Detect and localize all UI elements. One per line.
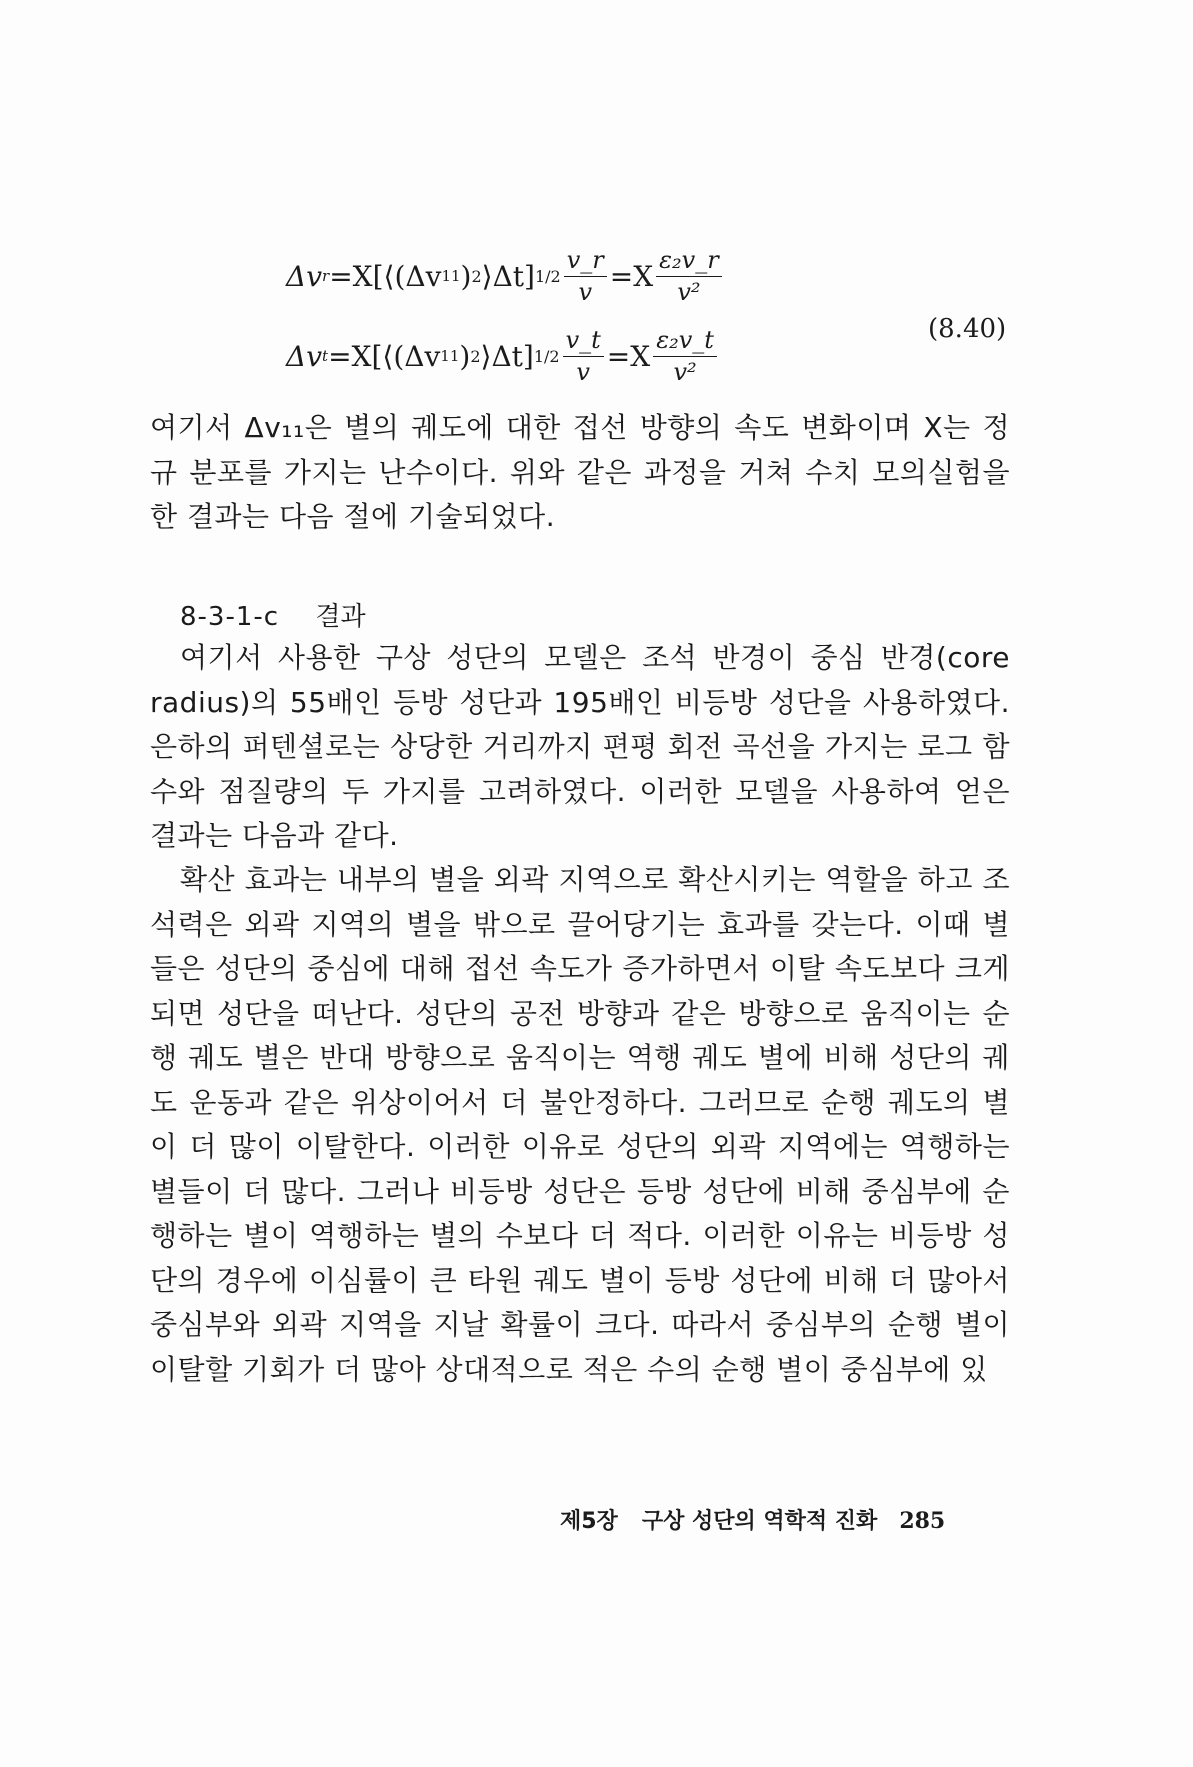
eq1-half-power: 1/2: [534, 266, 561, 286]
eq2-half-power: 1/2: [533, 346, 560, 366]
eq1-middle-a: =X[⟨(Δv: [329, 259, 442, 293]
paragraph-model-description: 여기서 사용한 구상 성단의 모델은 조석 반경이 중심 반경(core radius)의 55배인 등방 성단과 195배인 비등방 성단을 사용하였다. 은하의 퍼텐셜로는 상당한 거리까지 편평 회전 곡선을 가지는 로그 함수와 점질량의 두 가지를 고려하였다. 이러한 모델을 사용하여 얻은 결과는 다음과 같다.: [150, 641, 1010, 852]
eq2-middle-c: ⟩Δt]: [480, 339, 534, 373]
page-number: 285: [899, 1508, 946, 1534]
eq1-fraction-2: [656, 247, 722, 305]
eq2-fraction-1: [563, 327, 604, 385]
eq2-frac1-denominator: v: [576, 357, 590, 386]
eq2-square: 2: [470, 346, 481, 366]
eq2-sub11: 11: [440, 347, 460, 365]
eq2-middle-a: =X[⟨(Δv: [328, 339, 441, 373]
section-number: 8-3-1-c: [180, 602, 280, 632]
eq2-middle-b: ): [459, 339, 471, 373]
eq1-frac1-denominator: v: [578, 277, 593, 306]
eq2-equals-x: =X: [606, 339, 651, 373]
eq1-equals-x: =X: [609, 259, 654, 293]
paragraph-equation-explanation: 여기서 Δv₁₁은 별의 궤도에 대한 접선 방향의 속도 변화이며 X는 정규 분포를 가지는 난수이다. 위와 같은 과정을 거쳐 수치 모의실험을 한 결과는 다음 절에 기술되었다.: [150, 411, 1010, 533]
eq2-frac2-denominator: v²: [673, 357, 697, 386]
eq2-lhs-sub: t: [322, 347, 329, 365]
eq1-sub11: 11: [441, 267, 461, 285]
footer-title: 구상 성단의 역학적 진화: [641, 1509, 878, 1534]
eq1-frac2-denominator: v²: [677, 277, 701, 306]
equation-block: [286, 236, 725, 396]
eq1-frac2-numerator: ε₂v_r: [656, 247, 722, 276]
equation-number: (8.40): [928, 314, 1007, 344]
eq1-middle-b: ): [460, 259, 472, 293]
eq1-middle-c: ⟩Δt]: [481, 259, 535, 293]
page-footer: [560, 1504, 945, 1535]
eq2-fraction-2: [653, 327, 717, 385]
equation-line-radial: [286, 236, 725, 316]
eq1-square: 2: [471, 266, 482, 286]
eq2-frac2-numerator: ε₂v_t: [653, 327, 717, 356]
section-title: 결과: [315, 602, 366, 632]
eq1-frac1-numerator: v_r: [564, 247, 607, 276]
eq1-lhs: Δv: [286, 259, 323, 293]
section-heading: [180, 596, 366, 633]
eq2-frac1-numerator: v_t: [563, 327, 604, 356]
paragraph-results: 확산 효과는 내부의 별을 외곽 지역으로 확산시키는 역할을 하고 조석력은 외곽 지역의 별을 밖으로 끌어당기는 효과를 갖는다. 이때 별들은 성단의 중심에 대해 접선 속도가 증가하면서 이탈 속도보다 크게 되면 성단을 떠난다. 성단의 공전 방향과 같은 방향으로 움직이는 순행 궤도 별은 반대 방향으로 움직이는 역행 궤도 별에 비해 성단의 궤도 운동과 같은 위상이어서 더 불안정하다. 그러므로 순행 궤도의 별이 더 많이 이탈한다. 이러한 이유로 성단의 외곽 지역에는 역행하는 별들이 더 많다. 그러나 비등방 성단은 등방 성단에 비해 중심부에 순행하는 별이 역행하는 별의 수보다 더 적다. 이러한 이유는 비등방 성단의 경우에 이심률이 큰 타원 궤도 별이 등방 성단에 비해 더 많아서 중심부와 외곽 지역을 지날 확률이 크다. 따라서 중심부의 순행 별이 이탈할 기회가 더 많아 상대적으로 적은 수의 순행 별이 중심부에 있: [150, 863, 1010, 1386]
eq2-lhs: Δv: [286, 339, 323, 373]
footer-chapter: 제5장: [560, 1509, 618, 1534]
eq1-fraction-1: [564, 247, 607, 305]
eq1-lhs-sub: r: [322, 267, 330, 285]
equation-line-tangential: [286, 316, 725, 396]
